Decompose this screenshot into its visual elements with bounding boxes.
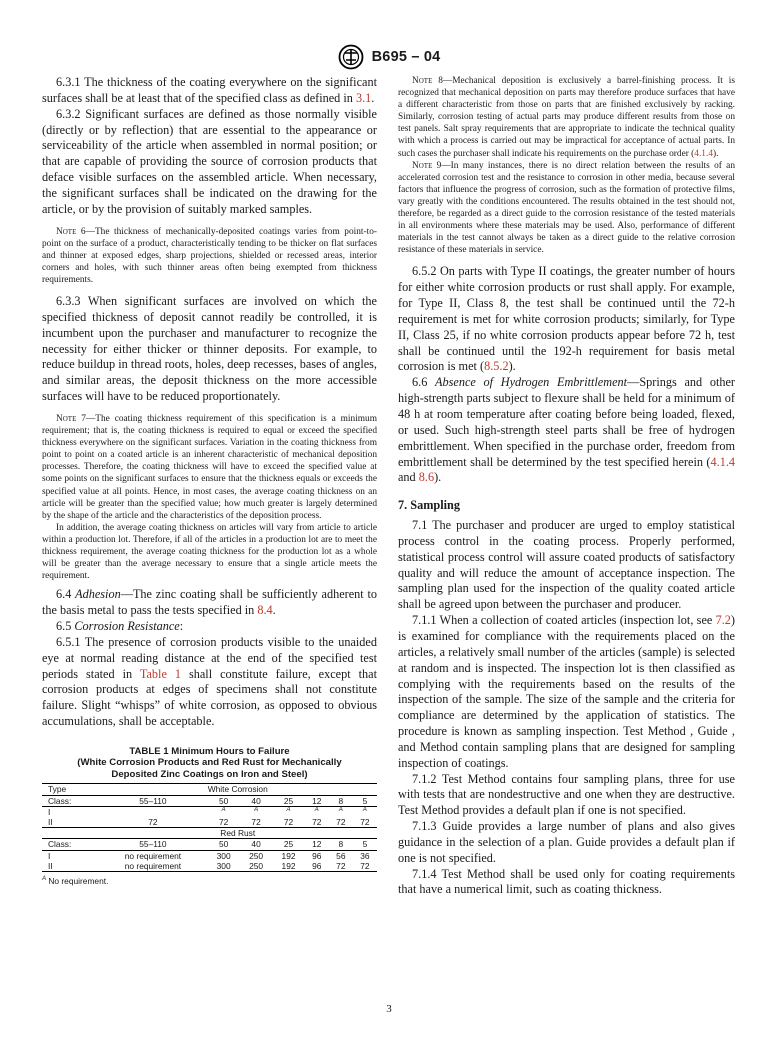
table-row: I $^A$ $^A$ $^A$ $^A$ $^A$ $^A$ bbox=[48, 806, 367, 817]
table-row: II no requirement 300 250 192 96 72 72 bbox=[42, 861, 377, 872]
paragraph-7-1-2: 7.1.2 Test Method contains four sampling plans, three for use with tests that are nondestructive and one when they are destructive. Test Method provides a default plan if one is not specified. bbox=[398, 771, 735, 818]
section-link-3-1[interactable]: 3.1 bbox=[355, 90, 372, 105]
table-link-1[interactable]: Table 1 bbox=[139, 666, 181, 681]
table-footnote: $^A$ No requirement. bbox=[42, 876, 109, 886]
paragraph-7-1-4: 7.1.4 Test Method shall be used only for coating requirements that have a numerical limit, such as coating thickness. bbox=[398, 866, 735, 897]
note-8: Note 8—Mechanical deposition is exclusively a barrel-finishing process. It is recognized that mechanical deposition on parts may therefore produce surfaces that have a different characteristic from those on parts that are finished exclusively by racking. Similarly, corrosion testing of actual parts may produce different results from those on test panels. Salt spray requirements that are appropriate to indicate the technical quality with which a process is carried out may be impractical for acceptance of actual parts. In such cases the purchaser shall indicate his requirements on the purchase order (4.1.4). bbox=[398, 76, 735, 159]
document-id: B695 – 04 bbox=[371, 49, 441, 65]
paragraph-6-4: 6.4 Adhesion—The zinc coating shall be sufficiently adherent to the basis metal to pass the tests specified in 8.4. bbox=[42, 587, 377, 618]
note-9: Note 9—In many instances, there is no direct relation between the results of an accelerated corrosion test and the resistance to corrosion in other media, because several factors that influence the progress of corrosion, such as the formation of protective films, vary greatly with the conditions encountered. The results obtained in the test should not, therefore, be regarded as a direct guide to the corrosion resistance of the tested materials in all environments where these materials may be used. Also, performance of different materials in the test cannot always be taken as a direct guide to the relative corrosion resistance of these materials in service. bbox=[398, 160, 735, 256]
table-class-row: Class: 55–110 50 40 25 12 8 5 bbox=[42, 795, 377, 806]
section-link-8-5-2[interactable]: 8.5.2 bbox=[484, 359, 509, 374]
table-1 bbox=[42, 783, 377, 872]
page-number: 3 bbox=[386, 1003, 392, 1015]
table-row: I no requirement 300 250 192 96 56 36 bbox=[48, 850, 370, 861]
section-link-7-2[interactable]: 7.2 bbox=[715, 613, 731, 628]
page-header bbox=[0, 44, 778, 70]
note-7-continued: In addition, the average coating thickness on articles will vary from article to article within a production lot. Therefore, if all of the articles in a production lot are to meet the thickness requirement, the average coating thickness for the production lot as a whole will be greater than the average necessary to ensure that a single article meets the requirement. bbox=[42, 522, 377, 582]
paragraph-6-5-1: 6.5.1 The presence of corrosion products visible to the unaided eye at normal reading distance at the end of the specified test periods stated in Table 1 shall constitute failure, except that corrosion products at edges of specimens shall not constitute failure. Slight “whisps” of white corrosion, as opposed to obvious accumulations, shall be acceptable. bbox=[42, 634, 377, 729]
paragraph-7-1-3: 7.1.3 Guide provides a large number of plans and also gives guidance in the selection of a plan. Guide provides a default plan if one is not specified. bbox=[398, 819, 735, 865]
table-header-row: Type White Corrosion bbox=[42, 784, 377, 795]
note-7: Note 7—The coating thickness requirement of this specification is a minimum requirement; that is, the coating thickness is required to equal or exceed the specified thickness everywhere on the significant surfaces. Variation in the coating thickness from point to point on a coated article is an inherent characteristic of mechanical deposition processes. Therefore, the coating thickness will have to exceed the specified value at some points on the significant surfaces to ensure that the thickness equals or exceeds the specified value at all points. Hence, in most cases, the average coating thickness on an article will be greater than the specified value; how much greater is largely determined by the shape of the article and the characteristics of the deposition process. bbox=[42, 413, 377, 521]
left-column bbox=[42, 75, 377, 886]
paragraph-7-1-1: 7.1.1 When a collection of coated articles (inspection lot, see 7.2) is examined for compliance with the requirements placed on the articles, a relatively small number of the articles (sample) is selected at random and is inspected. The inspection lot is then classified as complying with the requirements based on the results of the inspection of the sample. The size of the sample and the criteria for compliance are determined by the application of statistics. The procedure is known as sampling inspection. Test Method , Guide , and Method contain sampling plans that are designed for sampling inspection of coatings. bbox=[398, 613, 735, 770]
paragraph-6-3-1: 6.3.1 The thickness of the coating everywhere on the significant surfaces shall be at least that of the specified class as defined in 3.1. bbox=[42, 75, 377, 105]
table-row: II 72 72 72 72 72 72 72 bbox=[42, 817, 377, 828]
section-link-4-1-4[interactable]: 4.1.4 bbox=[710, 454, 735, 469]
right-column bbox=[398, 75, 735, 898]
paragraph-6-3-3: 6.3.3 When significant surfaces are involved on which the specified thickness of deposit cannot readily be controlled, it is incumbent upon the purchaser and manufacturer to recognize the necessity for either thicker or thinner deposits. For example, to reduce buildup in thread roots, holes, deep recesses, bases of angles, and similar areas, the deposit thickness on the more accessible surfaces will have to be reduced proportionately. bbox=[42, 294, 377, 404]
section-link-8-6[interactable]: 8.6 bbox=[418, 470, 435, 485]
table-1-title: TABLE 1 Minimum Hours to Failure (White Corrosion Products and Red Rust for Mechanically Deposited Zinc Coatings on Iron and Steel) bbox=[77, 745, 342, 780]
paragraph-6-6: 6.6 Absence of Hydrogen Embrittlement—Springs and other high-strength parts subject to flexure shall be held for a minimum of 48 h at room temperature after coating before being loaded, flexed, or used. Such high-strength steel parts shall be free of hydrogen embrittlement. When specified in the purchase order, freedom from embrittlement shall be determined by the test specified herein (4.1.4 and 8.6). bbox=[398, 375, 735, 485]
paragraph-6-5-2: 6.5.2 On parts with Type II coatings, the greater number of hours for either white corrosion products or rust shall apply. For example, for Type II, Class 8, the test shall be continued until the 72-h requirement is met for white corrosion products; similarly, for Type II, Class 25, if no white corrosion products appear before 72 h, test shall be continued until the 192-h requirement for basis metal corrosion is met (8.5.2). bbox=[398, 264, 735, 374]
paragraph-6-3-2: 6.3.2 Significant surfaces are defined as those normally visible (directly or by reflection) that are essential to the appearance or serviceability of the article when assembled in normal position; or that are capable of providing the source of corrosion products that deface visible surfaces on the assembled article. When necessary, the significant surfaces shall be indicated on the drawing for the article, or by the provision of suitably marked samples. bbox=[42, 106, 377, 216]
section-7-heading: 7. Sampling bbox=[398, 498, 460, 513]
astm-logo-icon bbox=[338, 44, 364, 70]
table-subheader-row: Red Rust bbox=[42, 828, 377, 839]
note-6: Note 6—The thickness of mechanically-deposited coatings varies from point-to-point on the surface of a product, characteristically tending to be thicker on flat surfaces and thinner at exposed edges, sharp projections, shielded or recessed areas, interior corners and holes, with such thinner areas often being exempted from thickness requirements. bbox=[42, 226, 377, 285]
section-link-4-1-4[interactable]: 4.1.4 bbox=[694, 148, 713, 159]
paragraph-7-1: 7.1 The purchaser and producer are urged to employ statistical process control in the coating process. Properly performed, statistical process control will assure coated products of satisfactory quality and will reduce the amount of acceptance inspection. The sampling plan used for the inspection of the quality coated article shall be agreed upon between the purchaser and producer. bbox=[398, 518, 735, 612]
section-link-8-4[interactable]: 8.4 bbox=[257, 603, 273, 618]
table-class-row: Class: 55–110 50 40 25 12 8 5 bbox=[42, 839, 377, 850]
paragraph-6-5: 6.5 Corrosion Resistance: bbox=[56, 618, 184, 633]
